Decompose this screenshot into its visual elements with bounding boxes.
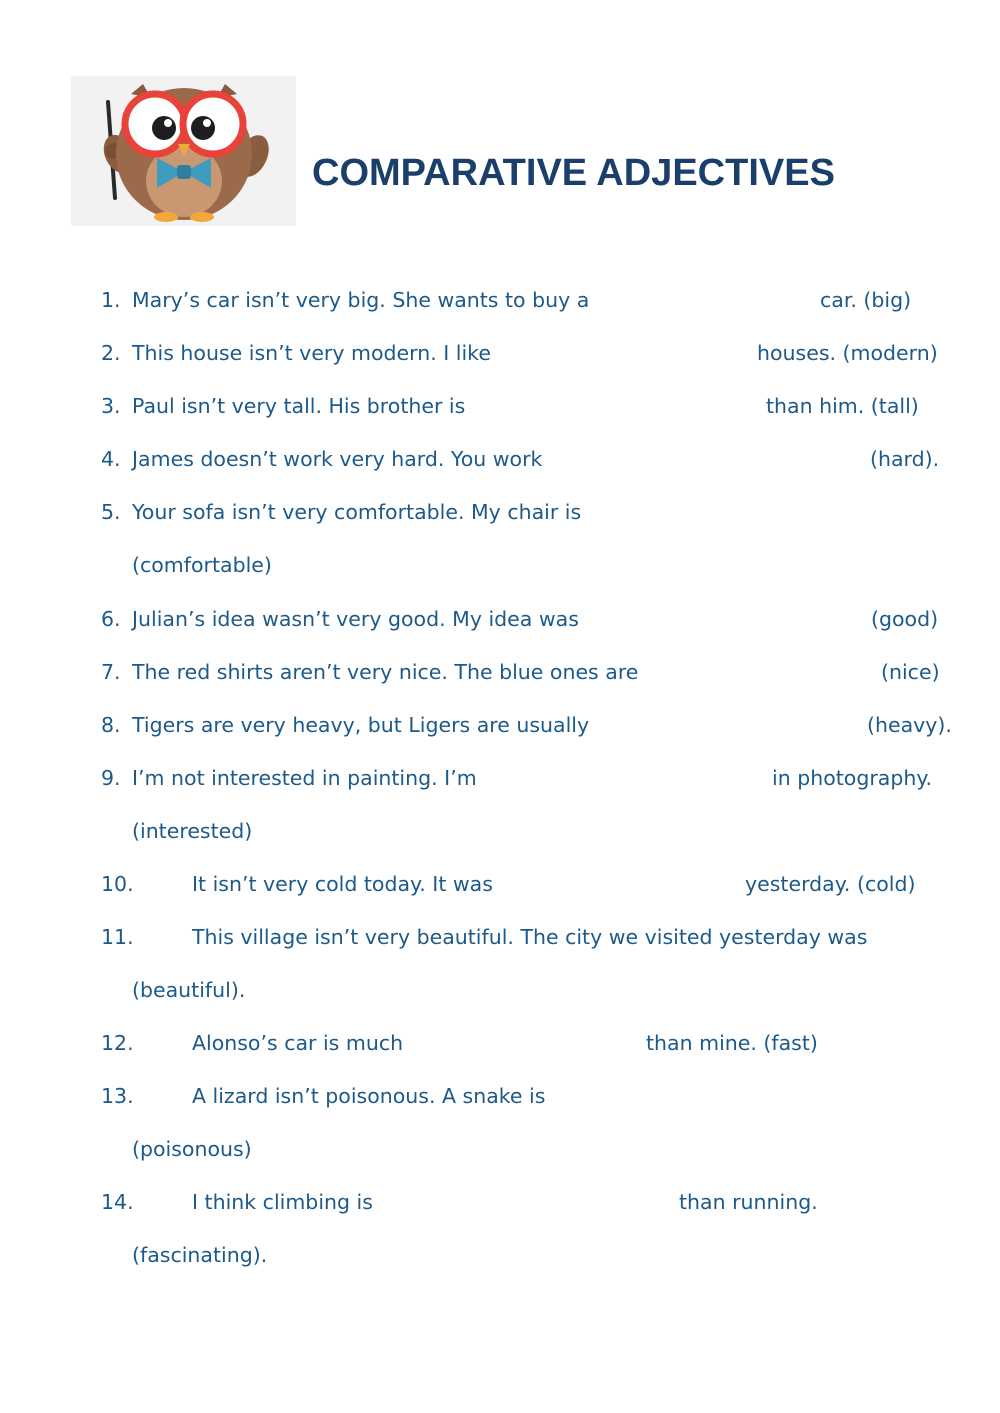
exercise-ending: (good)	[871, 607, 939, 631]
exercise-number: 8.	[101, 713, 121, 737]
exercise-5-continuation	[0, 553, 1000, 583]
exercise-number: 11.	[101, 925, 134, 949]
exercise-number: 12.	[101, 1031, 134, 1055]
exercise-number: 6.	[101, 607, 121, 631]
exercise-text: It isn’t very cold today. It was	[192, 872, 493, 896]
exercise-text: I’m not interested in painting. I’m	[132, 766, 477, 790]
exercise-hint: (beautiful).	[132, 978, 246, 1002]
exercise-number: 7.	[101, 660, 121, 684]
exercise-11	[0, 925, 1000, 955]
exercise-text: This village isn’t very beautiful. The city we visited yesterday was	[192, 925, 868, 949]
exercise-number: 14.	[101, 1190, 134, 1214]
owl-teacher-illustration	[71, 76, 296, 226]
exercise-ending: car. (big)	[820, 288, 912, 312]
exercise-text: Mary’s car isn’t very big. She wants to buy a	[132, 288, 590, 312]
exercise-11-continuation	[0, 978, 1000, 1008]
exercise-text: Paul isn’t very tall. His brother is	[132, 394, 466, 418]
page-title: COMPARATIVE ADJECTIVES	[312, 152, 835, 194]
exercise-5	[0, 500, 1000, 530]
exercise-text: The red shirts aren’t very nice. The blue ones are	[132, 660, 639, 684]
exercise-number: 10.	[101, 872, 134, 896]
exercise-ending: in photography.	[772, 766, 933, 790]
exercise-text: James doesn’t work very hard. You work	[132, 447, 543, 471]
exercise-9-continuation	[0, 819, 1000, 849]
exercise-3	[0, 394, 1000, 424]
exercise-13	[0, 1084, 1000, 1114]
exercise-ending: (heavy).	[867, 713, 952, 737]
exercise-ending: (nice)	[881, 660, 940, 684]
exercise-2	[0, 341, 1000, 371]
exercise-7	[0, 660, 1000, 690]
exercise-number: 3.	[101, 394, 121, 418]
exercise-ending: than him. (tall)	[766, 394, 919, 418]
exercise-13-continuation	[0, 1137, 1000, 1167]
exercise-text: A lizard isn’t poisonous. A snake is	[192, 1084, 546, 1108]
exercise-4	[0, 447, 1000, 477]
exercise-ending: than mine. (fast)	[646, 1031, 818, 1055]
exercise-hint: (fascinating).	[132, 1243, 268, 1267]
exercise-1	[0, 288, 1000, 318]
exercise-ending: houses. (modern)	[757, 341, 938, 365]
exercise-text: This house isn’t very modern. I like	[132, 341, 491, 365]
exercise-ending: than running.	[679, 1190, 818, 1214]
exercise-text: I think climbing is	[192, 1190, 373, 1214]
exercise-9	[0, 766, 1000, 796]
owl-icon	[71, 76, 296, 226]
exercise-number: 9.	[101, 766, 121, 790]
exercise-hint: (poisonous)	[132, 1137, 252, 1161]
exercise-number: 5.	[101, 500, 121, 524]
exercise-number: 4.	[101, 447, 121, 471]
exercise-6	[0, 607, 1000, 637]
exercise-number: 1.	[101, 288, 121, 312]
exercise-hint: (comfortable)	[132, 553, 272, 577]
exercise-text: Alonso’s car is much	[192, 1031, 404, 1055]
exercise-number: 13.	[101, 1084, 134, 1108]
exercise-ending: (hard).	[870, 447, 940, 471]
exercise-text: Tigers are very heavy, but Ligers are usually	[132, 713, 590, 737]
exercise-hint: (interested)	[132, 819, 253, 843]
exercise-12	[0, 1031, 1000, 1061]
exercise-ending: yesterday. (cold)	[745, 872, 916, 896]
exercise-number: 2.	[101, 341, 121, 365]
exercise-14	[0, 1190, 1000, 1220]
exercise-14-continuation	[0, 1243, 1000, 1273]
exercise-text: Julian’s idea wasn’t very good. My idea was	[132, 607, 579, 631]
exercise-8	[0, 713, 1000, 743]
exercise-text: Your sofa isn’t very comfortable. My chair is	[132, 500, 582, 524]
exercise-10	[0, 872, 1000, 902]
